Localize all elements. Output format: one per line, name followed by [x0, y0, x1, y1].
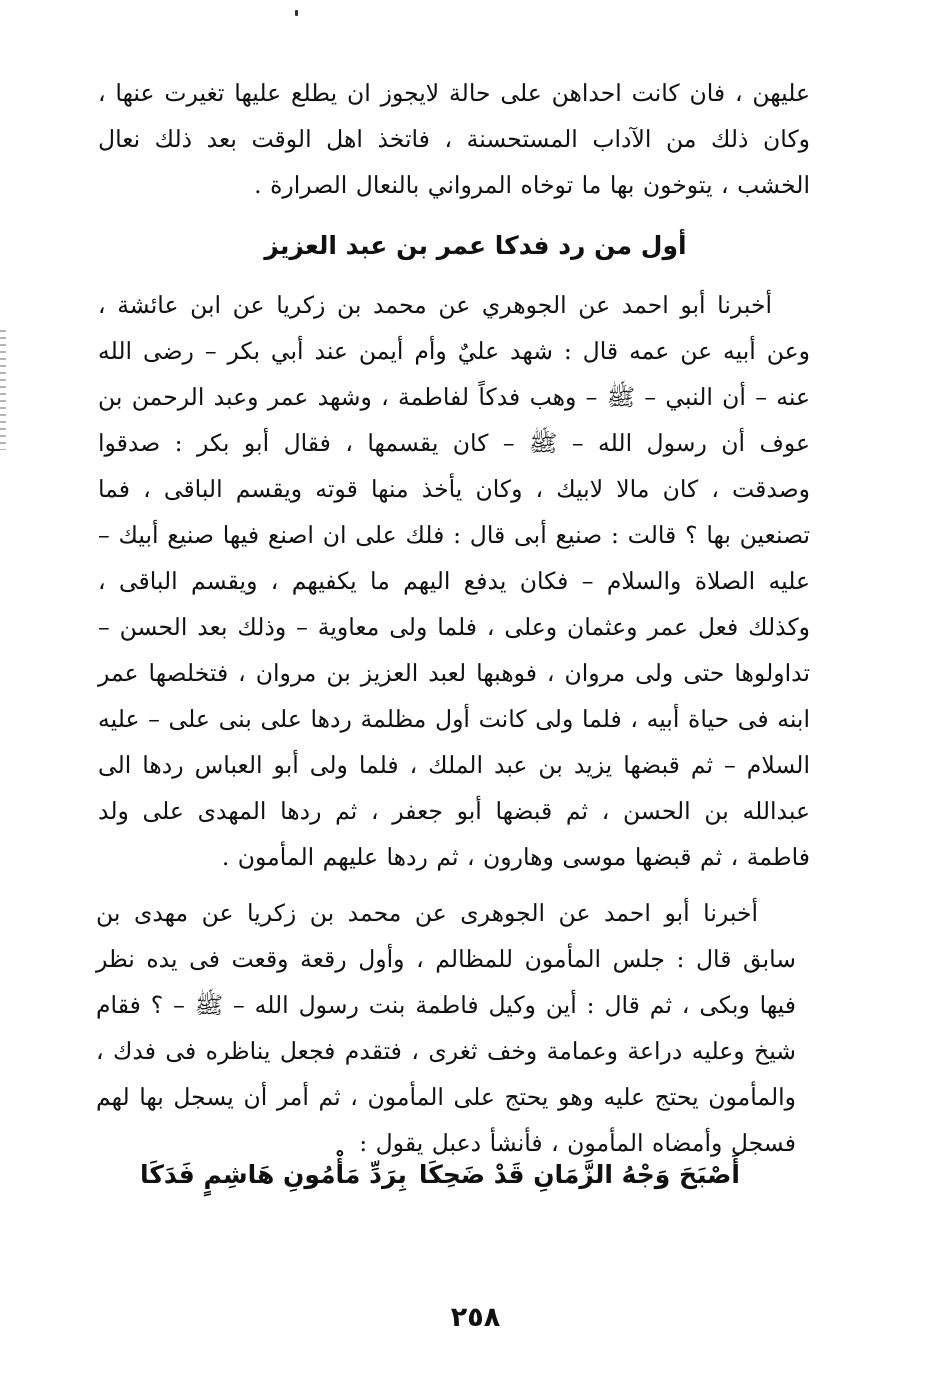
page-number: ٢٥٨ [450, 1302, 501, 1333]
verse-hemistich-first: أَصْبَحَ وَجْهُ الزَّمَانِ قَدْ ضَحِكَا [418, 1160, 740, 1189]
binding-edge-marks [0, 330, 6, 450]
paragraph-mamun-mazalim: أخبرنا أبو احمد عن الجوهرى عن محمد بن زكريا عن مهدى بن سابق قال : جلس المأمون للمظالم ، وأول رقعة وقعت فى يده نظر فيها وبكى ، ثم قال : أين وكيل فاطمة بنت رسول الله – ﷺ – ؟ فقام شيخ وعليه دراعة وعمامة وخف ثغرى ، فتقدم فجعل يناظره فى فدك ، والمأمون يحتج عليه وهو يحتج على المأمون ، ثم أمر أن يسجل بها لهم فسجل وأمضاه المأمون ، فأنشأ دعبل يقول : [96, 899, 796, 1157]
paragraph-continuation: عليهن ، فان كانت احداهن على حالة لايجوز ان يطلع عليها تغيرت عنها ، وكان ذلك من الآداب المستحسنة ، فاتخذ اهل الوقت بعد ذلك نعال الخشب ، يتوخون بها ما توخاه المرواني بالنعال الصرارة . [98, 79, 810, 199]
poem-verse [140, 1160, 740, 1204]
verse-hemistich-second: بِرَدِّ مَأْمُونِ هَاشِمٍ فَدَكَا [140, 1160, 407, 1189]
scan-speck [295, 10, 298, 16]
section-heading: أول من رد فدكا عمر بن عبد العزيز [264, 231, 687, 260]
paragraph-fadak-history: أخبرنا أبو احمد عن الجوهري عن محمد بن زكريا عن ابن عائشة ، وعن أبيه عن عمه قال : شهد عليٌ وأم أيمن عند أبي بكر – رضى الله عنه – أن النبي – ﷺ – وهب فدكاً لفاطمة ، وشهد عمر وعبد الرحمن بن عوف أن رسول الله – ﷺ – كان يقسمها ، فقال أبو بكر : صدقوا وصدقت ، كان مالا لابيك ، وكان يأخذ منها قوته ويقسم الباقى ، فما تصنعين بها ؟ قالت : صنيع أبى قال : فلك على ان اصنع فيها صنيع أبيك – عليه الصلاة والسلام – فكان يدفع اليهم ما يكفيهم ، ويقسم الباقى ، وكذلك فعل عمر وعثمان وعلى ، فلما ولى معاوية – وذلك بعد الحسن – تداولوها حتى ولى مروان ، فوهبها لعبد العزيز بن مروان ، فتخلصها عمر ابنه فى حياة أبيه ، فلما ولى كانت أول مظلمة ردها على بنى على – عليه السلام – ثم قبضها يزيد بن عبد الملك ، فلما ولى أبو العباس ردها الى عبدالله بن الحسن ، ثم قبضها أبو جعفر ، ثم ردها المهدى على ولد فاطمة ، ثم قبضها موسى وهارون ، ثم ردها عليهم المأمون . [98, 291, 810, 871]
